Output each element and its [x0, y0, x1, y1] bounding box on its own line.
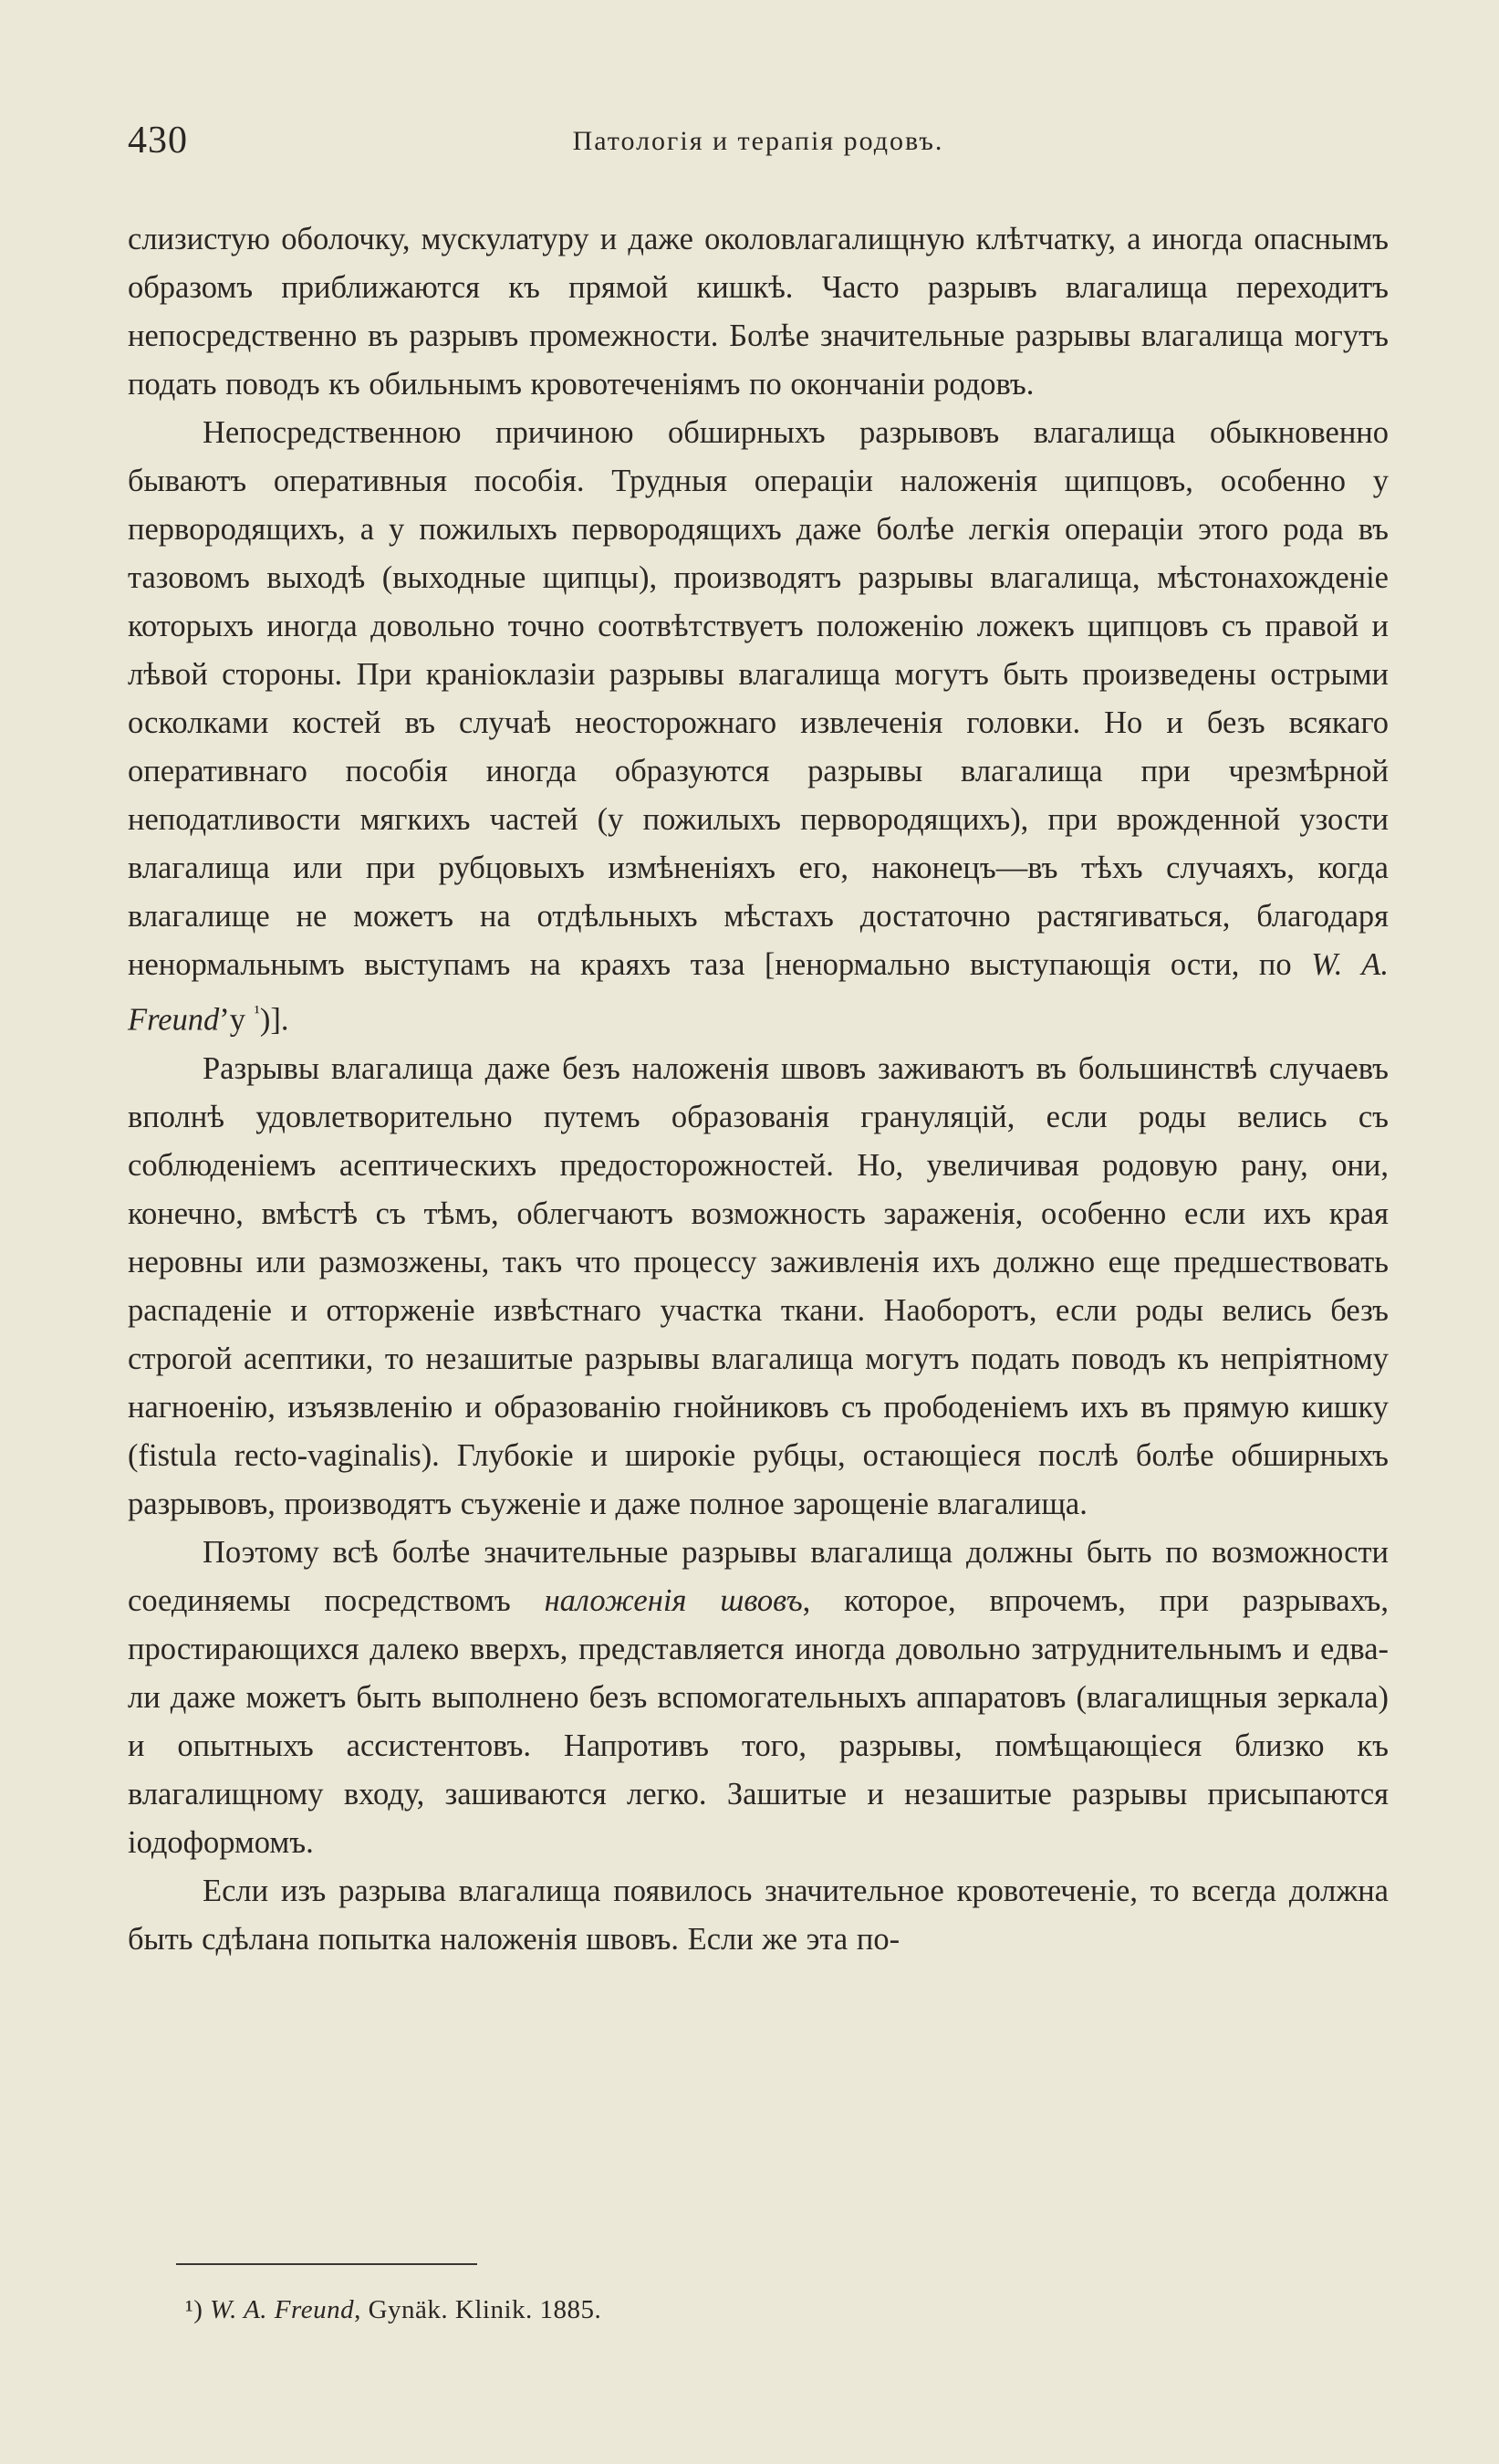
page-number: 430: [128, 120, 188, 162]
paragraph-4: [128, 1529, 1389, 1867]
paragraph-3: [128, 1045, 1389, 1529]
paragraph-text: ’у: [219, 1002, 255, 1038]
author-name-italic: W. A. Freund: [128, 947, 1389, 1038]
footnote-text: , Gynäk. Klinik. 1885.: [354, 2295, 602, 2324]
paragraph-text: Непосредственною причиною обширныхъ разрывовъ влагалища обыкновенно бываютъ оперативныя пособія. Трудныя операціи наложенія щипцовъ, особенно у первородящихъ, а у пожилыхъ первородящихъ даже болѣе легкія операціи этого рода въ тазовомъ выходѣ (выходные щипцы), производятъ разрывы влагалища, мѣстонахожденіе которыхъ иногда довольно точно соотвѣтствуетъ положенію ложекъ щипцовъ съ правой и лѣвой стороны. При краніоклазіи разрывы влагалища могутъ быть произведены острыми осколками костей въ случаѣ неосторожнаго извлеченія головки. Но и безъ всякаго оперативнаго пособія иногда образуются разрывы влагалища при чрезмѣрной неподатливости мягкихъ частей (у пожилыхъ первородящихъ), при врожденной узости влагалища или при рубцовыхъ измѣненіяхъ его, наконецъ—въ тѣхъ случаяхъ, когда влагалище не можетъ на отдѣльныхъ мѣстахъ достаточно растягиваться, благодаря ненормальнымъ выступамъ на краяхъ таза [ненормально выступающія ости, по: [128, 415, 1389, 982]
running-title: Патологія и терапія родовъ.: [572, 126, 944, 156]
footnote-divider: [176, 2263, 477, 2265]
paragraph-text: Разрывы влагалища даже безъ наложенія швовъ заживаютъ въ большинствѣ случаевъ вполнѣ удовлетворительно путемъ образованія грануляцій, если роды велись съ соблюденіемъ асептическихъ предосторожностей. Но, увеличивая родовую рану, они, конечно, вмѣстѣ съ тѣмъ, облегчаютъ возможность зараженія, особенно если ихъ края неровны или размозжены, такъ что процессу заживленія ихъ должно еще предшествовать распаденіе и отторженіе извѣстнаго участка ткани. Наоборотъ, если роды велись безъ строгой асептики, то незашитые разрывы влагалища могутъ подать поводъ къ непріятному нагноенію, изъязвленію и образованію гнойниковъ съ прободеніемъ ихъ въ прямую кишку (fistula recto-vaginalis). Глубокіе и широкіе рубцы, остающіеся послѣ болѣе обширныхъ разрывовъ, производятъ съуженіе и даже полное зарощеніе влагалища.: [128, 1050, 1389, 1521]
footnote-author: W. A. Freund: [210, 2295, 355, 2324]
footnote-reference: ¹: [254, 1003, 260, 1023]
footnote-mark: ¹): [185, 2295, 203, 2324]
footnote: [185, 2295, 601, 2325]
paragraph-text: Если изъ разрыва влагалища появилось значительное кровотеченіе, то всегда должна быть сдѣлана попытка наложенія швовъ. Если же эта по-: [128, 1873, 1389, 1957]
paragraph-5: [128, 1867, 1389, 1964]
running-head: [128, 119, 1389, 173]
paragraph-text: )].: [259, 1002, 289, 1038]
emphasis-italic: наложенія швовъ: [544, 1582, 803, 1618]
paragraph-text: , которое, впрочемъ, при разрывахъ, простирающихся далеко вверхъ, представляется иногда довольно затруднительнымъ и едва-ли даже можетъ быть выполнено безъ вспомогательныхъ аппаратовъ (влагалищныя зеркала) и опытныхъ ассистентовъ. Напротивъ того, разрывы, помѣщающіеся близко къ влагалищному входу, зашиваются легко. Зашитые и незашитые разрывы присыпаются іодоформомъ.: [128, 1582, 1389, 1860]
paragraph-text: Поэтому всѣ болѣе значительные разрывы влагалища должны быть по возможности соединяемы посредствомъ: [128, 1534, 1389, 1618]
book-page: [128, 119, 1389, 1964]
paragraph-2: [128, 409, 1389, 1045]
paragraph-text: слизистую оболочку, мускулатуру и даже околовлагалищную клѣтчатку, а иногда опаснымъ образомъ приближаются къ прямой кишкѣ. Часто разрывъ влагалища переходитъ непосредственно въ разрывъ промежности. Болѣе значительные разрывы влагалища могутъ подать поводъ къ обильнымъ кровотеченіямъ по окончаніи родовъ.: [128, 222, 1389, 402]
body-text: [128, 215, 1389, 1964]
paragraph-1: [128, 215, 1389, 409]
